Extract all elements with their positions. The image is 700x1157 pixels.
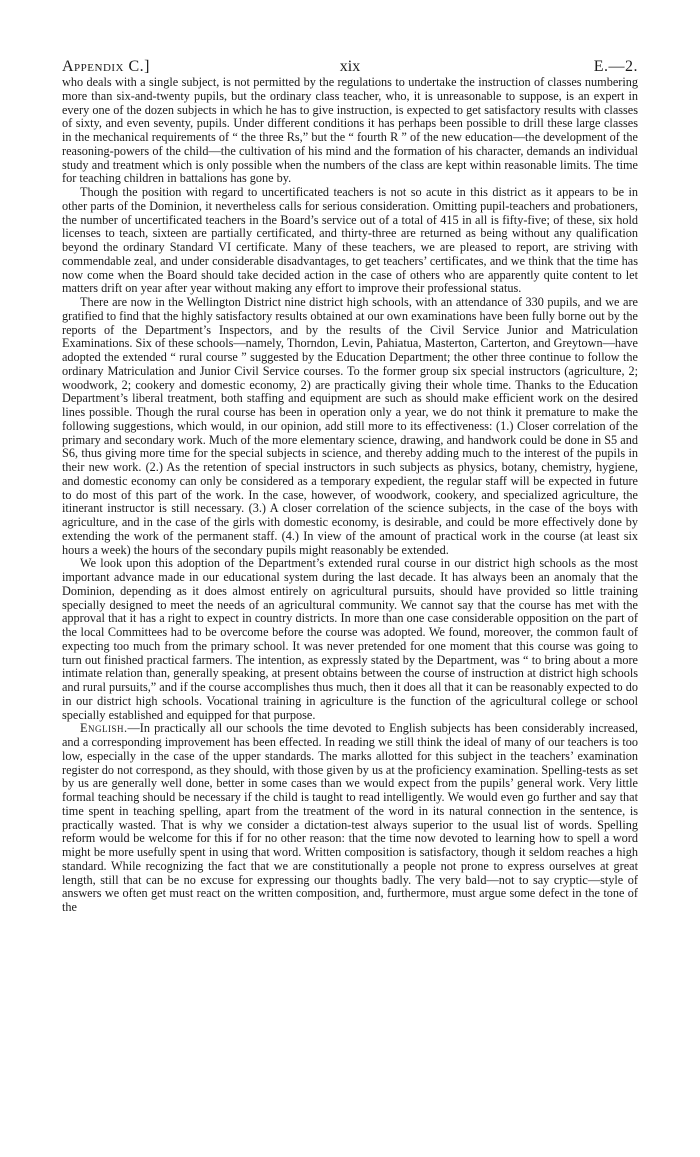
page-number: xix: [339, 58, 361, 75]
paragraph-district-high-schools: [62, 296, 638, 557]
paragraph-text: We look upon this adoption of the Department’s extended rural course in our district high schools as the most important advance made in our educational system during the last decade. It has always been an anomaly that the Dominion, depending as it does almost entirely on agricultural pursuits, should have provided so little training specially designed to meet the needs of an agricultural community. We cannot say that the course has met with the approval that it has a right to expect in country districts. In more than one case considerable opposition on the part of the local Committees had to be overcome before the course was adopted. We found, moreover, the common fault of expecting too much from the primary school. It was never pretended for one moment that this course was going to turn out finished practical farmers. The intention, as expressly stated by the Department, was “ to bring about a more intimate relation than, generally speaking, at present obtains between the course of instruction at district high schools and rural pursuits,” and if the course accomplishes thus much, then it does all that it can be reasonably expected to do in our district high schools. Vocational training in agriculture is the function of the agricultural college or school specially established and equipped for that purpose.: [62, 556, 638, 722]
paragraph-english: [62, 722, 638, 915]
paragraph-text: There are now in the Wellington District nine district high schools, with an attendance of 330 pupils, and we are gratified to find that the highly satisfactory results obtained at our own examinations have been fully borne out by the reports of the Department’s Inspectors, and by the results of the Civil Service Junior and Matriculation Examinations. Six of these schools—namely, Thorndon, Levin, Pahiatua, Masterton, Carterton, and Greytown—have adopted the extended “ rural course ” suggested by the Education Department; the other three continue to follow the ordinary Matriculation and Junior Civil Service courses. To the former group six special instructors (agriculture, 2; woodwork, 2; cookery and domestic economy, 2) are practically giving their whole time. Thanks to the Education Department’s liberal treatment, both staffing and equipment are such as should make efficient work on the desired lines possible. Though the rural course has been in operation only a year, we do not think it premature to make the following suggestions, which would, in our opinion, add still more to its effectiveness: (1.) Closer correlation of the primary and secondary work. Much of the more elementary science, drawing, and handwork could be done in S5 and S6, thus giving more time for the special subjects in science, and thereby adding much to the interest of the pupils in their new work. (2.) As the retention of special instructors in such subjects as physics, botany, chemistry, hygiene, and domestic economy can only be considered as a temporary expedient, the regular staff will be expected in future to do most of this part of the work. In the case, however, of woodwork, cookery, and specialized agriculture, the itinerant instructor is still necessary. (3.) A closer correlation of the science subjects, in the case of the boys with agriculture, and in the case of the girls with domestic economy, is desirable, and could be more effectively done by extending the work of the permanent staff. (4.) In view of the amount of practical work in the course (at least six hours a week) the hours of the secondary pupils might reasonably be extended.: [62, 295, 638, 557]
document-reference: E.—2.: [593, 58, 638, 75]
paragraph-rural-course: [62, 557, 638, 722]
section-heading-english: English.: [80, 721, 128, 736]
paragraph-class-sizes: [62, 76, 638, 186]
page-header: [62, 34, 638, 74]
body-text: [62, 76, 638, 915]
paragraph-text: who deals with a single subject, is not permitted by the regulations to undertake the instruction of classes numbering more than six-and-twenty pupils, but the ordinary class teacher, who, it is unreasonable to suppose, is an expert in every one of the dozen subjects in which he has to give instruction, is expected to get satisfactory results with classes of sixty, and even seventy, pupils. Under different conditions it has perhaps been possible to drill these large classes in the mechanical requirements of “ the three Rs,” but the “ fourth R ” of the new education—the development of the reasoning-powers of the child—the cultivation of his mind and the formation of his character, demands an individual study and treatment which is only possible when the numbers of the class are kept within reasonable limits. The time for teaching children in battalions has gone by.: [62, 75, 638, 186]
appendix-label: Appendix C.]: [62, 58, 151, 75]
paragraph-text: —In practically all our schools the time devoted to English subjects has been considerably increased, and a corresponding improvement has been effected. In reading we still think the ideal of many of our teachers is too low, especially in the case of the upper standards. The marks allotted for this subject in the teachers’ examination register do not correspond, as they should, with those given by us at the proficiency examination. Spelling-tests as set by us are generally well done, better in some cases than we would expect from the pupils’ general work. Very little formal teaching should be necessary if the child is taught to read intelligently. We would even go further and say that time spent in teaching spelling, apart from the treatment of the word in its natural connection in the sentence, is practically wasted. That is why we consider a dictation-test always superior to the usual list of words. Spelling reform would be welcome for this if for no other reason: that the time now devoted to learning how to spell a word might be more usefully spent in using that word. Written composition is satisfactory, though it seldom reaches a high standard. While recognizing the fact that we are constitutionally a people not prone to express ourselves at great length, still that can be no excuse for expressing our thoughts badly. The very bald—not to say cryptic—style of answers we often get must react on the written composition, and, furthermore, must argue some defect in the tone of the: [62, 721, 638, 914]
paragraph-text: Though the position with regard to uncertificated teachers is not so acute in this district as it appears to be in other parts of the Dominion, it nevertheless calls for serious consideration. Omitting pupil-teachers and probationers, the number of uncertificated teachers in the Board’s service out of a total of 415 in all is fifty-five; of these, six hold licenses to teach, sixteen are partially certificated, and thirty-three are returned as being without any qualification beyond the ordinary Standard VI certificate. Many of these teachers, we are pleased to report, are striving with commendable zeal, and under considerable disadvantages, to get teachers’ certificates, and we think that the time has now come when the Board should take decided action in the case of others who are apparently quite content to let matters drift on year after year without making any effort to improve their professional status.: [62, 185, 638, 296]
paragraph-uncertificated-teachers: [62, 186, 638, 296]
